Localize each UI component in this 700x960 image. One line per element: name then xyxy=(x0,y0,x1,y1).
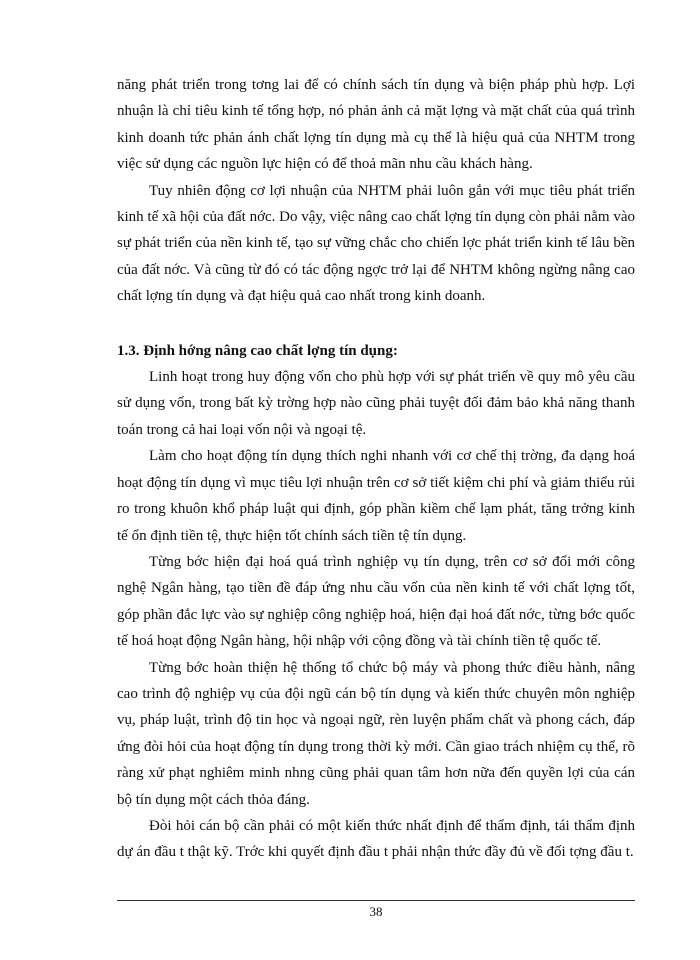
section-heading: 1.3. Định hớng nâng cao chất lợng tín dụng: xyxy=(117,342,398,359)
paragraph-market-adaptation: Làm cho hoạt động tín dụng thích nghi nhanh với cơ chế thị trờng, đa dạng hoá hoạt động tín dụng vì mục tiêu lợi nhuận trên cơ sở tiết kiệm chi phí và giảm thiểu rủi ro trong khuôn khổ pháp luật qui định, góp phần kiềm chế lạm phát, tăng trởng kinh tế ổn định tiền tệ, thực hiện tốt chính sách tiền tệ tín dụng. xyxy=(117,448,635,544)
paragraph-continuation: năng phát triển trong tơng lai để có chính sách tín dụng và biện pháp phù hợp. Lợi nhuận là chỉ tiêu kinh tế tổng hợp, nó phản ảnh cả mặt lợng và mặt chất của quá trình kinh doanh tức phản ánh chất lợng tín dụng mà cụ thể là hiệu quả của NHTM trong việc sử dụng các nguồn lực hiện có để thoả mãn nhu cầu khách hàng. xyxy=(117,77,635,173)
paragraph-modernization: Từng bớc hiện đại hoá quá trình nghiệp vụ tín dụng, trên cơ sở đổi mới công nghệ Ngân hàng, tạo tiền đề đáp ứng nhu cầu vốn của nền kinh tế với chất lợng tốt, góp phần đắc lực vào sự nghiệp công nghiệp hoá, hiện đại hoá đất nớc, từng bớc quốc tế hoá hoạt động Ngân hàng, hội nhập với cộng đồng và tài chính tiền tệ quốc tế. xyxy=(117,553,635,650)
paragraph-staff-requirements: Đòi hỏi cán bộ cần phải có một kiến thức nhất định để thẩm định, tái thẩm định dự án đầu t thật kỹ. Trớc khi quyết định đầu t phải nhận thức đầy đủ về đối tợng đầu t. xyxy=(117,817,635,861)
paragraph-capital-mobilization: Linh hoạt trong huy động vốn cho phù hợp với sự phát triển về quy mô yêu cầu sử dụng vốn, trong bất kỳ trờng hợp nào cũng phải tuyệt đối đảm bảo khả năng thanh toán trong cả hai loại vốn nội và ngoại tệ. xyxy=(117,369,635,438)
page-content xyxy=(117,72,635,866)
page-number: 38 xyxy=(369,904,383,919)
footer-divider xyxy=(117,900,635,901)
section-spacer xyxy=(117,310,635,338)
paragraph-profit-motive: Tuy nhiên động cơ lợi nhuận của NHTM phải luôn gắn với mục tiêu phát triển kinh tế xã hội của đất nớc. Do vậy, việc nâng cao chất lợng tín dụng còn phải nằm vào sự phát triển của nền kinh tế, tạo sự vững chắc cho chiến lợc phát triển kinh tế lâu bền của đất nớc. Và cũng từ đó có tác động ngợc trở lại để NHTM không ngừng nâng cao chất lợng tín dụng và đạt hiệu quả cao nhất trong kinh doanh. xyxy=(117,182,635,305)
paragraph-organization: Từng bớc hoàn thiện hệ thống tổ chức bộ máy và phong thức điều hành, nâng cao trình độ nghiệp vụ của đội ngũ cán bộ tín dụng và kiến thức chuyên môn nghiệp vụ, pháp luật, trình độ tin học và ngoại ngữ, rèn luyện phẩm chất và phong cách, đáp ứng đòi hỏi của hoạt động tín dụng trong thời kỳ mới. Cần giao trách nhiệm cụ thể, rõ ràng xử phạt nghiêm minh nhng cũng phải quan tâm hơn nữa đến quyền lợi của cán bộ tín dụng một cách thỏa đáng. xyxy=(117,659,635,808)
